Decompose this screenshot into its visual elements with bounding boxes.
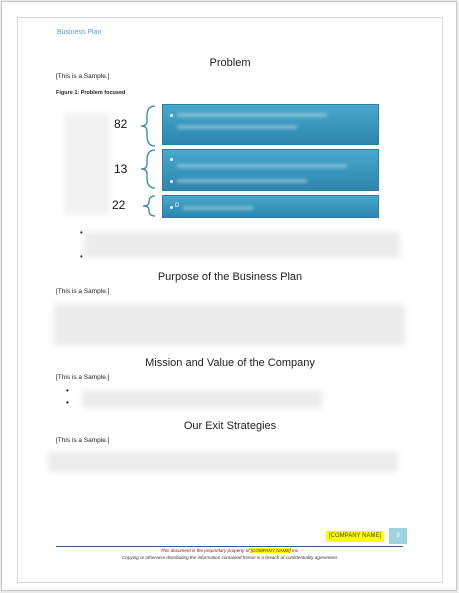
footer-divider	[56, 546, 403, 547]
sample-note-problem: [This is a Sample.]	[56, 73, 110, 80]
footer-line1-suffix: Inc.	[291, 548, 300, 553]
figure-number-2: 13	[114, 162, 128, 176]
bullet-icon	[170, 158, 173, 161]
figure-bar-1	[162, 104, 379, 145]
document-page	[1, 1, 457, 591]
blurred-text	[177, 113, 327, 117]
bullet-icon: •	[66, 398, 69, 407]
sample-note-exit: [This is a Sample.]	[56, 437, 110, 444]
bullet-icon: •	[66, 386, 69, 395]
section-title-exit: Our Exit Strategies	[183, 420, 277, 432]
blurred-paragraph	[48, 452, 398, 472]
blurred-paragraph	[54, 304, 405, 346]
footer-confidentiality-line: Copying or otherwise distributing the information contained herein is a breach of confidentiality agreement.	[121, 555, 339, 560]
figure-bar-3	[162, 195, 379, 218]
blurred-paragraph	[84, 232, 400, 258]
section-title-mission: Mission and Value of the Company	[145, 357, 315, 369]
figure-bar-2	[162, 149, 379, 191]
figure-number-3: 22	[112, 198, 126, 212]
figure-caption: Figure 1: Problem focused	[56, 90, 126, 96]
footer-proprietary-line	[2, 548, 458, 553]
figure-number-1: 82	[114, 117, 128, 131]
blurred-text	[177, 125, 297, 129]
blurred-text	[177, 164, 347, 168]
company-name-badge: [COMPANY NAME]	[326, 531, 384, 542]
brace-icon-group	[133, 104, 161, 219]
blurred-list	[82, 390, 322, 408]
sample-note-purpose: [This is a Sample.]	[56, 288, 110, 295]
bullet-icon	[170, 180, 173, 183]
footer-line1-prefix: This document is the proprietary property of	[160, 548, 250, 553]
footer-company-name: [COMPANY NAME]	[250, 548, 291, 553]
section-title-purpose: Purpose of the Business Plan	[157, 271, 303, 283]
bar-3-label: D	[175, 203, 180, 209]
figure-image-blurred	[64, 114, 110, 214]
section-title-problem: Problem	[209, 57, 251, 69]
bullet-icon	[170, 206, 173, 209]
page-number: 9	[389, 528, 407, 544]
bullet-icon: •	[80, 252, 83, 261]
page-margin-frame	[17, 17, 443, 583]
header-title: Business Plan	[57, 29, 102, 36]
blurred-text	[177, 179, 307, 183]
bullet-icon: •	[80, 228, 83, 237]
sample-note-mission: [This is a Sample.]	[56, 374, 110, 381]
bullet-icon	[170, 114, 173, 117]
blurred-text	[183, 206, 253, 210]
